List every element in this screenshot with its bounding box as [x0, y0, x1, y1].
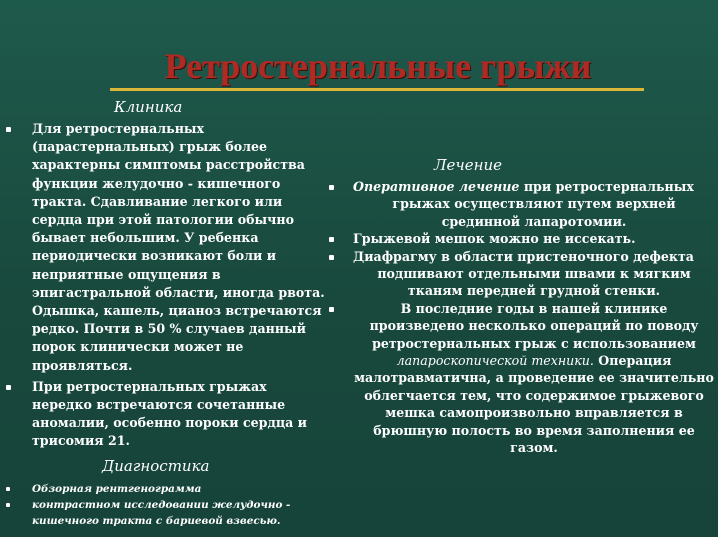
emphasis-text: лапароскопической техники. [396, 353, 594, 369]
text-line: функции желудочно - кишечного [32, 175, 281, 191]
text-line: трисомия 21. [32, 433, 130, 449]
text-line: аномалии, особенно пороки сердца и [32, 415, 308, 431]
text-line: порок клинически может не [32, 339, 244, 355]
text-line: сердца при этой патологии обычно [32, 212, 294, 228]
text-line: срединной лапаротомии. [441, 213, 627, 229]
title-underline [110, 88, 644, 91]
clinic-item-1 [6, 120, 336, 375]
text-line: брюшную полость во время заполнения ее газом. [373, 422, 695, 456]
text-line: кишечного тракта с бариевой взвесью. [32, 514, 281, 527]
text-line: (парастернальных) грыж более [32, 139, 268, 155]
text-run: Операция [593, 353, 672, 369]
diagnostics-heading: Диагностика [102, 456, 210, 475]
clinic-heading: Клиника [114, 98, 183, 116]
text-line: неприятные ощущения в [32, 266, 221, 282]
bullet-icon [6, 503, 10, 507]
text-line [353, 352, 715, 369]
text-line [353, 178, 715, 195]
text-line: грыжах осуществляют путем верхней [392, 196, 676, 212]
text-line: периодически возникают боли и [32, 248, 277, 264]
text-line: подшивают отдельными швами к мягким [377, 266, 691, 282]
diagnostics-item-1 [6, 481, 336, 497]
text-line: тканям передней грудной стенки. [407, 283, 661, 299]
text-line: облегчается тем, что содержимое грыжевого [364, 387, 704, 403]
text-line: При ретростернальных грыжах [32, 378, 267, 394]
diagnostics-item-2 [6, 497, 336, 529]
text-line: эпигастральной области, иногда рвота. [32, 284, 325, 300]
treatment-item-4 [329, 300, 715, 457]
right-column [329, 178, 715, 457]
text-line: В последние годы в нашей клинике [400, 300, 668, 316]
text-line: редко. Почти в 50 % случаев данный [32, 321, 307, 337]
bullet-icon [6, 385, 11, 390]
left-column [6, 120, 336, 529]
emphasis-text: Оперативное лечение [353, 179, 520, 194]
text-line: Для ретростернальных [32, 121, 205, 136]
bullet-icon [329, 185, 334, 190]
text-line: Обзорная рентгенограмма [32, 482, 202, 495]
text-line: Одышка, кашель, цианоз встречаются [32, 303, 322, 319]
text-line: тракта. Сдавливание легкого или [32, 193, 283, 209]
text-line: малотравматична, а проведение ее значительно [354, 370, 714, 386]
clinic-item-2 [6, 378, 336, 451]
text-line: проявляться. [32, 357, 133, 373]
text-line: характерны симптомы расстройства [32, 157, 305, 173]
text-line: ретростернальных грыж с использованием [372, 335, 696, 351]
text-run: при ретростернальных [519, 179, 694, 194]
treatment-heading: Лечение [434, 156, 503, 174]
text-line: контрастном исследовании желудочно - [32, 498, 291, 511]
text-line: мешка самопроизвольно вправляется в [385, 405, 683, 421]
treatment-item-1 [329, 178, 715, 230]
text-line: Диафрагму в области пристеночного дефекта [353, 248, 694, 264]
bullet-icon [329, 255, 334, 260]
bullet-icon [329, 237, 334, 242]
text-line: бывает небольшим. У ребенка [32, 230, 259, 246]
treatment-item-2 [329, 230, 715, 247]
text-line: нередко встречаются сочетанные [32, 397, 286, 413]
slide-title: Ретростернальные грыжи [164, 46, 592, 86]
bullet-icon [6, 127, 11, 132]
bullet-icon [329, 307, 334, 312]
text-line: Грыжевой мешок можно не иссекать. [353, 231, 636, 247]
treatment-item-3 [329, 248, 715, 300]
bullet-icon [6, 487, 10, 491]
text-line: произведено несколько операций по поводу [369, 318, 699, 334]
